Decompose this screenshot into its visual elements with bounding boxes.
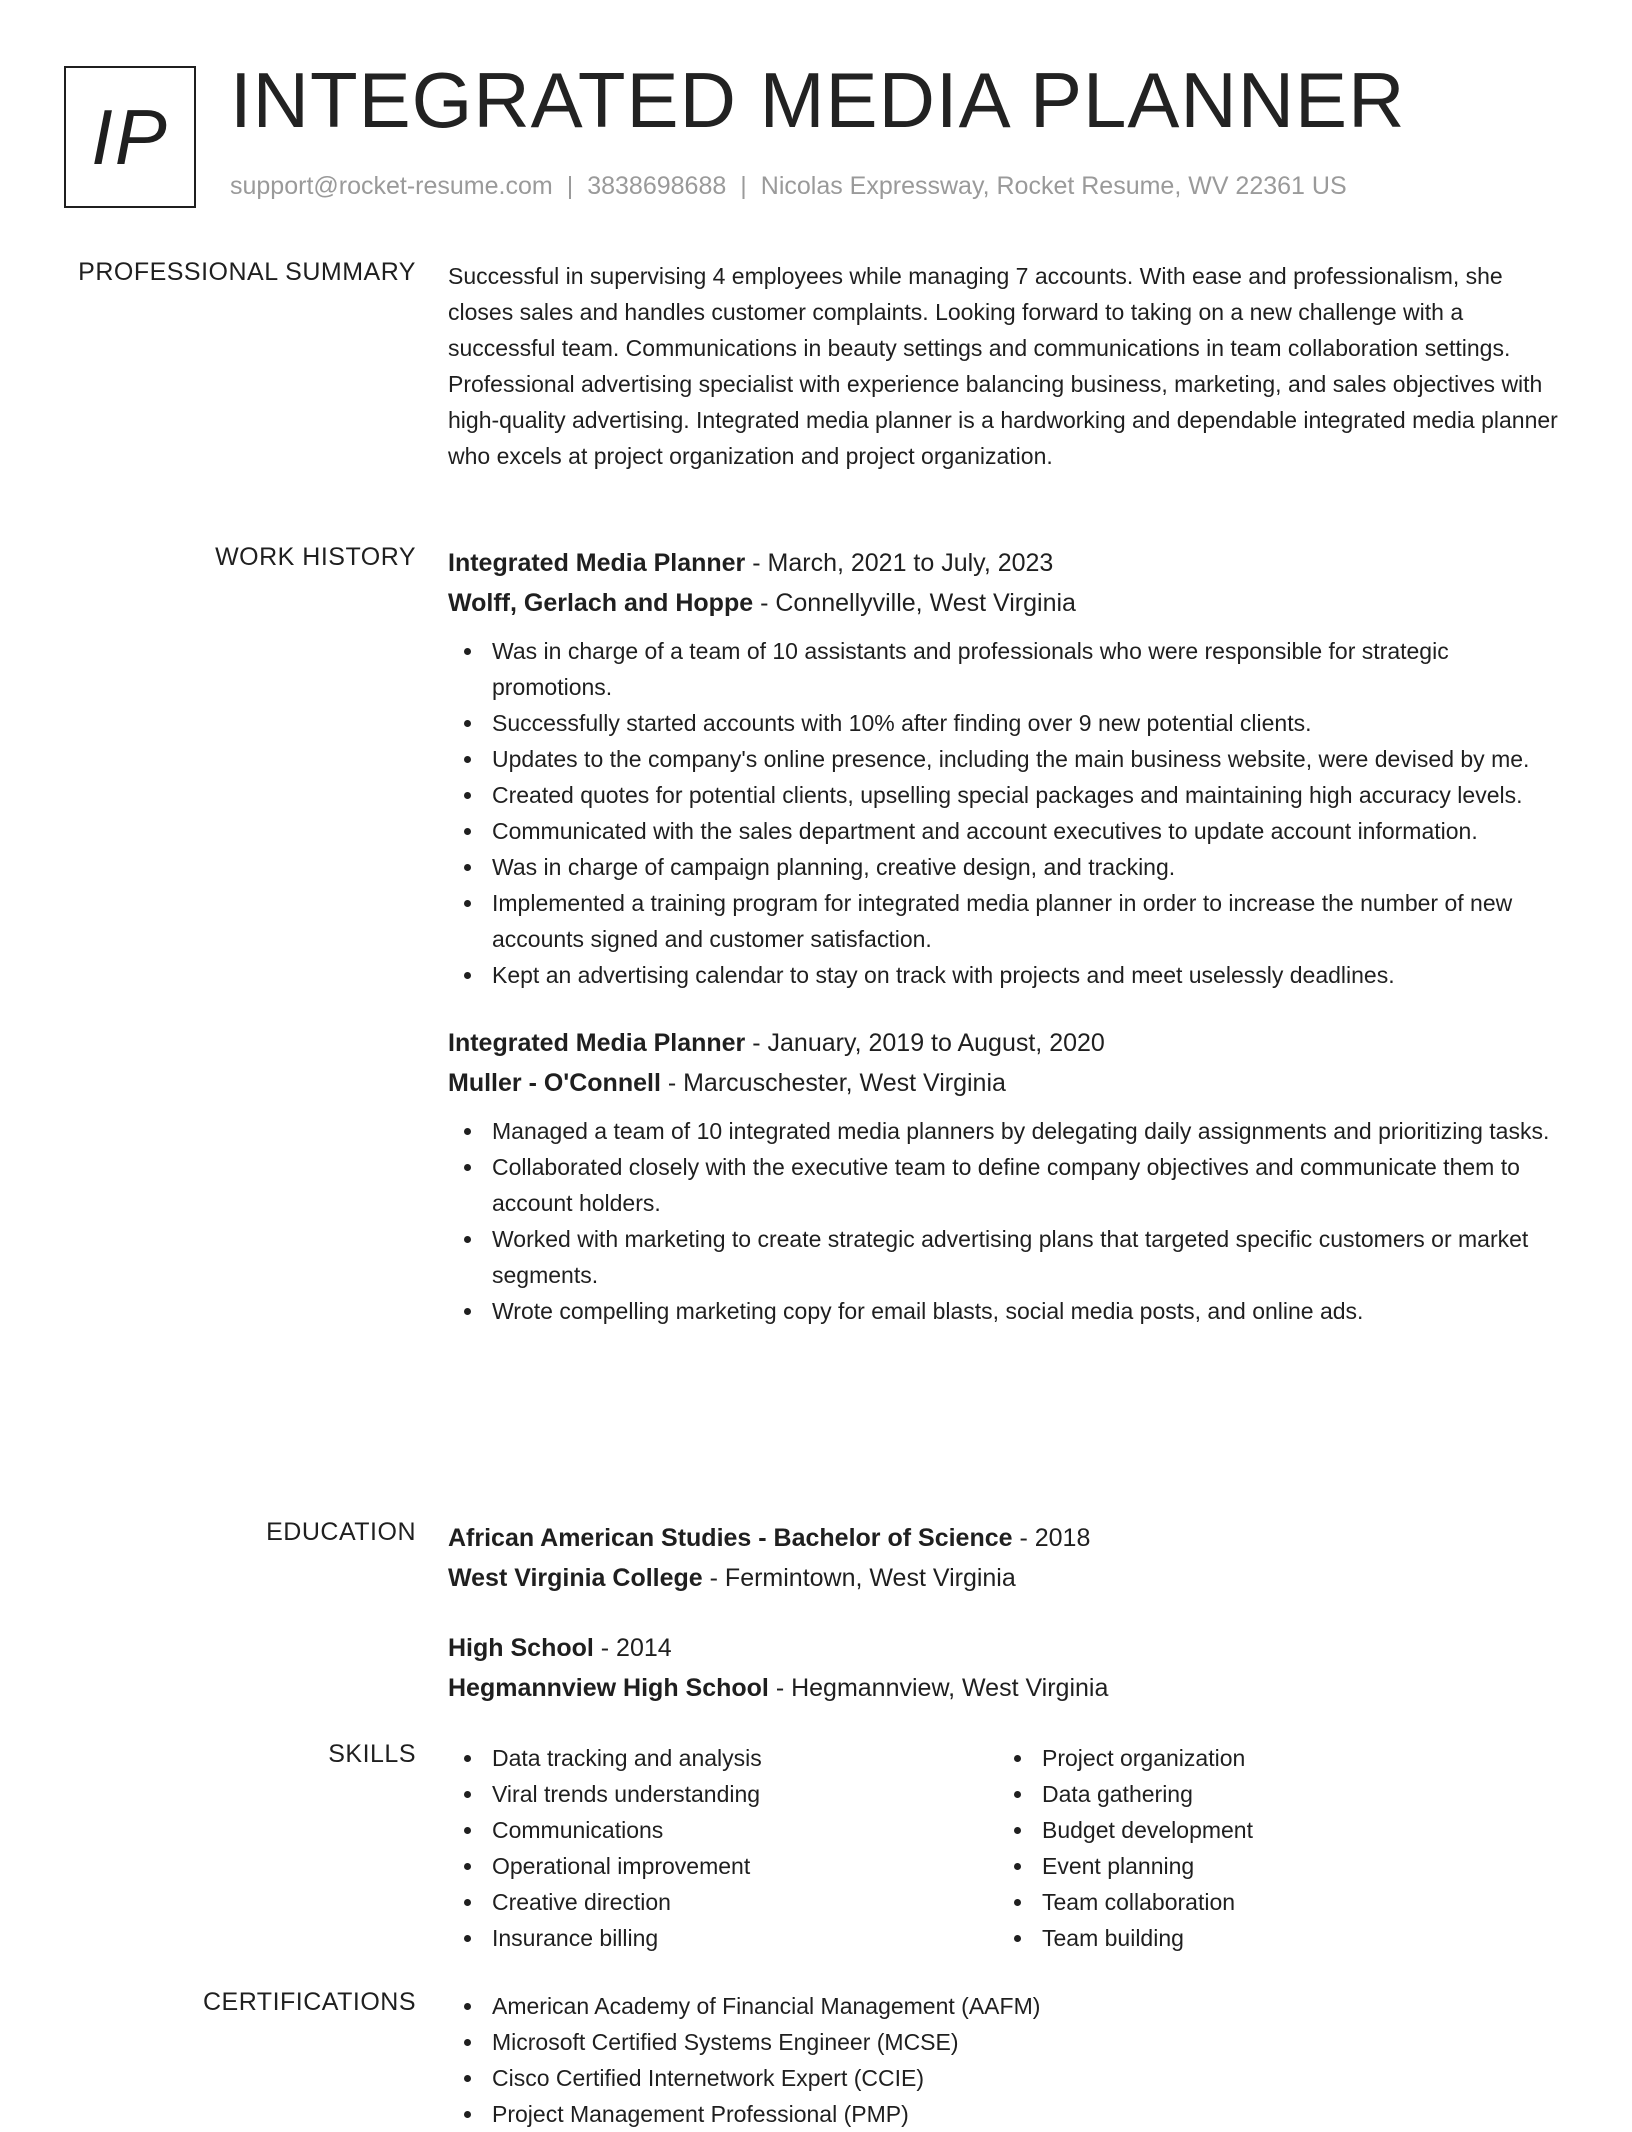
list-item: Team collaboration (998, 1884, 1548, 1920)
section-body (448, 1740, 1568, 1956)
list-item: Successfully started accounts with 10% after finding over 9 new potential clients. (448, 705, 1568, 741)
contact-email[interactable]: support@rocket-resume.com (230, 172, 553, 200)
section-heading: EDUCATION (266, 1518, 416, 1546)
contact-separator: | (566, 172, 574, 200)
list-item: Collaborated closely with the executive team to define company objectives and communicate them to account holders. (448, 1149, 1568, 1221)
certifications-list (448, 1988, 1568, 2132)
list-item: Project organization (998, 1740, 1548, 1776)
job-company: Wolff, Gerlach and Hoppe (448, 589, 754, 617)
skills-column-left (448, 1740, 998, 1956)
section-heading: CERTIFICATIONS (202, 1988, 416, 2016)
section-body (448, 1988, 1568, 2132)
contact-line (230, 172, 1347, 201)
job-bullets (448, 1113, 1568, 1329)
section-body (448, 258, 1568, 474)
list-item: Was in charge of a team of 10 assistants and professionals who were responsible for strategic promotions. (448, 633, 1568, 705)
list-item: Microsoft Certified Systems Engineer (MCSE) (448, 2024, 1568, 2060)
skills-list (998, 1740, 1548, 1956)
contact-separator: | (740, 172, 747, 200)
list-item: Wrote compelling marketing copy for email blasts, social media posts, and online ads. (448, 1293, 1568, 1329)
job-title-line (448, 543, 1568, 583)
degree: High School (448, 1634, 594, 1662)
degree-line (448, 1518, 1568, 1558)
job-company-line (448, 1063, 1568, 1103)
school-location: - Fermintown, West Virginia (702, 1564, 1016, 1592)
summary-text: Successful in supervising 4 employees while managing 7 accounts. With ease and professionalism, she closes sales and handles customer complaints. Looking forward to taking on a new challenge with a successful team. Communications in beauty settings and communications in team collaboration settings. Professional advertising specialist with experience balancing business, marketing, and sales objectives with high-quality advertising. Integrated media planner is a hardworking and dependable integrated media planner who excels at project organization and project organization. (448, 263, 1558, 469)
school: West Virginia College (448, 1564, 703, 1592)
degree: African American Studies - Bachelor of Science (448, 1524, 1013, 1552)
list-item: Was in charge of campaign planning, creative design, and tracking. (448, 849, 1568, 885)
list-item: Created quotes for potential clients, upselling special packages and maintaining high accuracy levels. (448, 777, 1568, 813)
job-company-line (448, 583, 1568, 623)
section-heading: SKILLS (328, 1740, 416, 1768)
job-title: Integrated Media Planner (448, 549, 746, 577)
graduation-year: - 2018 (1012, 1524, 1091, 1552)
list-item: Implemented a training program for integrated media planner in order to increase the number of new accounts signed and customer satisfaction. (448, 885, 1568, 957)
skills-column-right (998, 1740, 1548, 1956)
job-company: Muller - O'Connell (448, 1069, 661, 1097)
skills-list (448, 1740, 998, 1956)
list-item: Updates to the company's online presence, including the main business website, were devised by me. (448, 741, 1568, 777)
list-item: Data gathering (998, 1776, 1548, 1812)
school-line (448, 1668, 1568, 1708)
job-entry (448, 543, 1568, 993)
monogram-logo: IP (64, 66, 196, 208)
list-item: Insurance billing (448, 1920, 998, 1956)
job-dates: - January, 2019 to August, 2020 (745, 1029, 1105, 1057)
candidate-name: INTEGRATED MEDIA PLANNER (230, 56, 1406, 144)
section-body (448, 1518, 1568, 1708)
list-item: Team building (998, 1920, 1548, 1956)
education-entry (448, 1628, 1568, 1708)
job-title: Integrated Media Planner (448, 1029, 746, 1057)
list-item: Managed a team of 10 integrated media planners by delegating daily assignments and prioritizing tasks. (448, 1113, 1568, 1149)
list-item: Data tracking and analysis (448, 1740, 998, 1776)
skills-columns (448, 1740, 1568, 1956)
list-item: Creative direction (448, 1884, 998, 1920)
graduation-year: - 2014 (593, 1634, 672, 1662)
job-dates: - March, 2021 to July, 2023 (745, 549, 1054, 577)
school-line (448, 1558, 1568, 1598)
list-item: Budget development (998, 1812, 1548, 1848)
list-item: Communications (448, 1812, 998, 1848)
list-item: Kept an advertising calendar to stay on track with projects and meet uselessly deadlines. (448, 957, 1568, 993)
section-heading: PROFESSIONAL SUMMARY (78, 258, 416, 286)
job-entry (448, 1023, 1568, 1329)
school: Hegmannview High School (448, 1674, 769, 1702)
section-body (448, 543, 1568, 1329)
list-item: Communicated with the sales department and account executives to update account information. (448, 813, 1568, 849)
job-title-line (448, 1023, 1568, 1063)
job-bullets (448, 633, 1568, 993)
list-item: Project Management Professional (PMP) (448, 2096, 1568, 2132)
contact-address: Nicolas Expressway, Rocket Resume, WV 22361 US (760, 172, 1347, 200)
degree-line (448, 1628, 1568, 1668)
list-item: Event planning (998, 1848, 1548, 1884)
list-item: Worked with marketing to create strategic advertising plans that targeted specific customers or market segments. (448, 1221, 1568, 1293)
job-location: - Connellyville, West Virginia (753, 589, 1076, 617)
job-location: - Marcuschester, West Virginia (660, 1069, 1006, 1097)
list-item: Operational improvement (448, 1848, 998, 1884)
section-heading: WORK HISTORY (215, 543, 416, 571)
list-item: Viral trends understanding (448, 1776, 998, 1812)
contact-phone[interactable]: 3838698688 (587, 172, 727, 200)
list-item: American Academy of Financial Management (AAFM) (448, 1988, 1568, 2024)
education-entry (448, 1518, 1568, 1598)
school-location: - Hegmannview, West Virginia (768, 1674, 1109, 1702)
list-item: Cisco Certified Internetwork Expert (CCIE) (448, 2060, 1568, 2096)
